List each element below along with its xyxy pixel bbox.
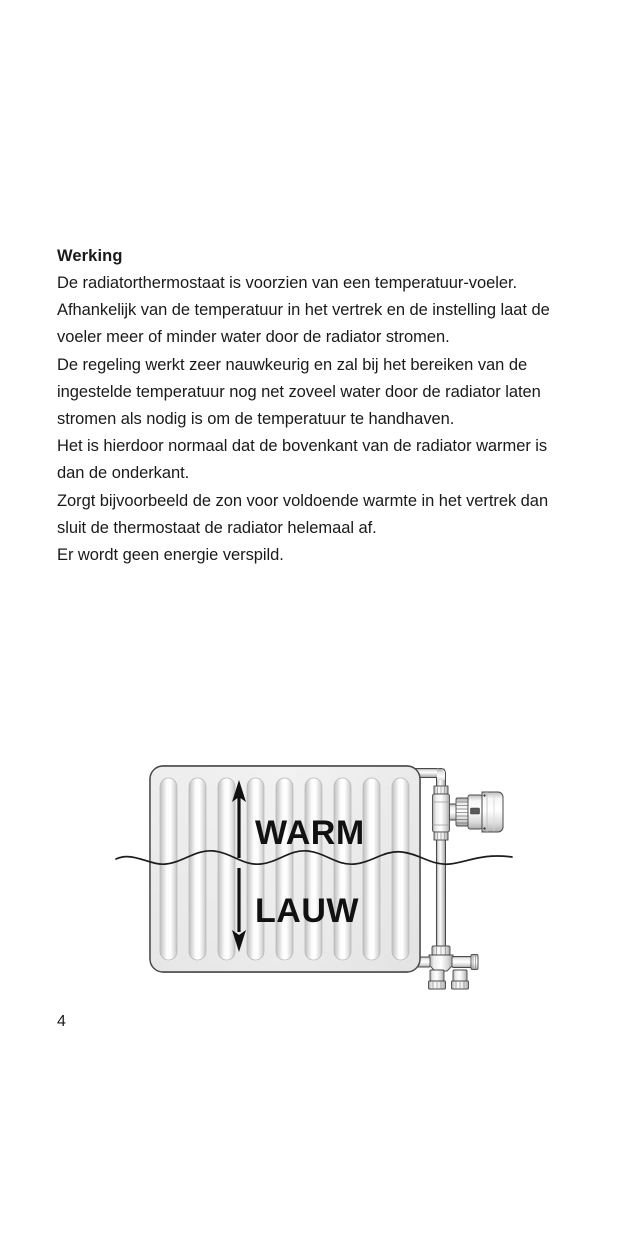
bottom-valve-icon: [411, 946, 478, 989]
page-number: 4: [57, 1013, 66, 1030]
radiator-fins: [150, 766, 420, 972]
thermostat-head-icon: [456, 792, 503, 832]
paragraph-1: De radiatorthermostaat is voorzien van een temperatuur-voeler. Afhankelijk van de temperatuur in het vertrek en de instelling laat de voeler meer of minder water door de radiator stromen.: [57, 274, 550, 347]
paragraph-3: Het is hierdoor normaal dat de bovenkant van de radiator warmer is dan de onderkant.: [57, 437, 548, 483]
page-title: Werking: [57, 247, 123, 265]
radiator-fin: [218, 778, 235, 960]
valve-spigot-right: [452, 970, 469, 989]
thermostat-valve-body: [433, 794, 457, 832]
radiator-fin: [334, 778, 351, 960]
paragraph-5: Er wordt geen energie verspild.: [57, 546, 284, 565]
radiator-fin: [247, 778, 264, 960]
radiator-body: [150, 766, 420, 972]
thermostat-setting-window: [471, 808, 480, 814]
label-lauw: LAUW: [255, 892, 359, 930]
page-content: [57, 243, 565, 569]
radiator-fin: [305, 778, 322, 960]
paragraph-2: De regeling werkt zeer nauwkeurig en zal bij het bereiken van de ingestelde temperatuur nog net zoveel water door de radiator laten stromen als nodig is om de temperatuur te handhaven.: [57, 355, 541, 429]
radiator-fin: [363, 778, 380, 960]
pipework: [411, 769, 503, 990]
radiator-fin: [189, 778, 206, 960]
radiator-fin: [160, 778, 177, 960]
radiator-illustration: [0, 740, 620, 1005]
label-warm: WARM: [255, 814, 365, 852]
valve-spigot-left: [429, 970, 446, 989]
radiator-fin: [392, 778, 409, 960]
pipe-union-upper: [434, 786, 448, 794]
paragraph-4: Zorgt bijvoorbeeld de zon voor voldoende warmte in het vertrek dan sluit de thermostaat de radiator helemaal af.: [57, 491, 549, 537]
radiator-fin: [276, 778, 293, 960]
radiator-thermostat-diagram: [0, 740, 620, 1005]
pipe-union-lower: [434, 832, 448, 840]
